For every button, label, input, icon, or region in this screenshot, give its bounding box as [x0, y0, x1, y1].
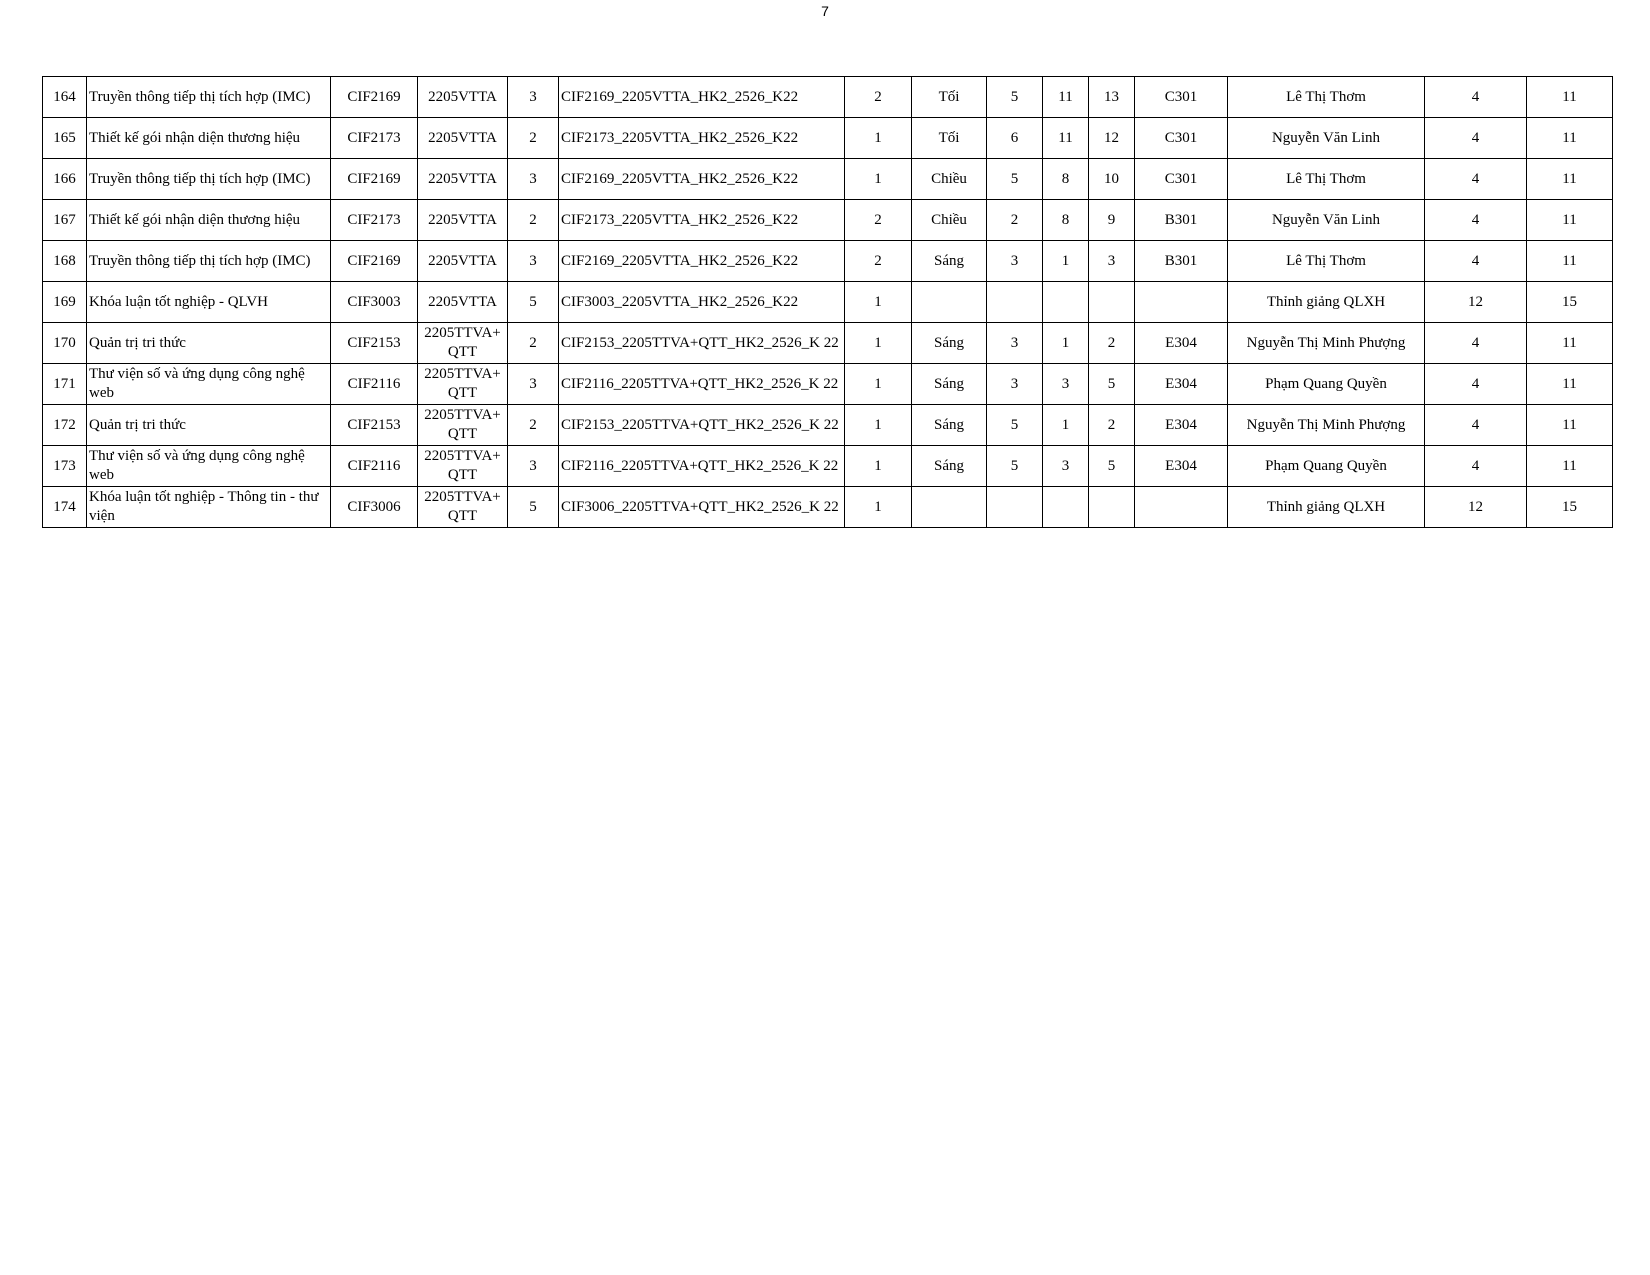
room-cell: E304 [1135, 446, 1228, 487]
class-group-cell: 2205VTTA [418, 200, 508, 241]
group-cell: 2 [845, 77, 912, 118]
table-row [43, 364, 1613, 405]
section-code-cell: CIF2169_2205VTTA_HK2_2526_K22 [559, 159, 845, 200]
class-group-cell: 2205TTVA+ QTT [418, 323, 508, 364]
weekday-cell: 5 [987, 446, 1043, 487]
section-code-cell: CIF2116_2205TTVA+QTT_HK2_2526_K 22 [559, 446, 845, 487]
session-cell: Tối [912, 118, 987, 159]
class-group-cell: 2205TTVA+ QTT [418, 364, 508, 405]
group-cell: 2 [845, 200, 912, 241]
lecturer-cell: Nguyễn Văn Linh [1228, 118, 1425, 159]
lecturer-cell: Nguyễn Thị Minh Phượng [1228, 323, 1425, 364]
table-row [43, 446, 1613, 487]
table-row [43, 241, 1613, 282]
weekday-cell: 5 [987, 405, 1043, 446]
row-number-cell: 166 [43, 159, 87, 200]
course-name-cell: Quản trị tri thức [87, 323, 331, 364]
week-end-cell: 11 [1527, 323, 1613, 364]
group-cell: 1 [845, 446, 912, 487]
group-cell: 1 [845, 282, 912, 323]
class-group-cell: 2205VTTA [418, 159, 508, 200]
session-cell [912, 487, 987, 528]
room-cell: E304 [1135, 364, 1228, 405]
row-number-cell: 172 [43, 405, 87, 446]
course-name-cell: Thư viện số và ứng dụng công nghệ web [87, 364, 331, 405]
course-code-cell: CIF2153 [331, 405, 418, 446]
section-code-cell: CIF3006_2205TTVA+QTT_HK2_2526_K 22 [559, 487, 845, 528]
course-code-cell: CIF2153 [331, 323, 418, 364]
course-name-cell: Truyền thông tiếp thị tích hợp (IMC) [87, 159, 331, 200]
credits-cell: 2 [508, 323, 559, 364]
credits-cell: 5 [508, 282, 559, 323]
row-number-cell: 170 [43, 323, 87, 364]
session-cell: Tối [912, 77, 987, 118]
period-end-cell [1089, 282, 1135, 323]
section-code-cell: CIF2173_2205VTTA_HK2_2526_K22 [559, 118, 845, 159]
section-code-cell: CIF2153_2205TTVA+QTT_HK2_2526_K 22 [559, 405, 845, 446]
week-start-cell: 4 [1425, 159, 1527, 200]
period-end-cell: 5 [1089, 446, 1135, 487]
week-end-cell: 11 [1527, 77, 1613, 118]
period-start-cell: 8 [1043, 159, 1089, 200]
lecturer-cell: Thỉnh giảng QLXH [1228, 487, 1425, 528]
table-row [43, 159, 1613, 200]
room-cell [1135, 282, 1228, 323]
week-start-cell: 4 [1425, 446, 1527, 487]
course-code-cell: CIF2173 [331, 118, 418, 159]
week-start-cell: 4 [1425, 200, 1527, 241]
week-start-cell: 4 [1425, 241, 1527, 282]
lecturer-cell: Lê Thị Thơm [1228, 241, 1425, 282]
class-group-cell: 2205VTTA [418, 282, 508, 323]
class-group-cell: 2205TTVA+ QTT [418, 446, 508, 487]
period-end-cell: 3 [1089, 241, 1135, 282]
lecturer-cell: Phạm Quang Quyền [1228, 446, 1425, 487]
course-code-cell: CIF2169 [331, 241, 418, 282]
course-code-cell: CIF2169 [331, 77, 418, 118]
table-row [43, 200, 1613, 241]
table-row [43, 405, 1613, 446]
course-name-cell: Truyền thông tiếp thị tích hợp (IMC) [87, 77, 331, 118]
group-cell: 1 [845, 118, 912, 159]
period-end-cell: 12 [1089, 118, 1135, 159]
room-cell: E304 [1135, 405, 1228, 446]
lecturer-cell: Lê Thị Thơm [1228, 77, 1425, 118]
course-name-cell: Truyền thông tiếp thị tích hợp (IMC) [87, 241, 331, 282]
week-end-cell: 11 [1527, 118, 1613, 159]
row-number-cell: 171 [43, 364, 87, 405]
period-end-cell: 9 [1089, 200, 1135, 241]
period-start-cell: 11 [1043, 77, 1089, 118]
course-code-cell: CIF2173 [331, 200, 418, 241]
period-end-cell: 13 [1089, 77, 1135, 118]
lecturer-cell: Phạm Quang Quyền [1228, 364, 1425, 405]
row-number-cell: 168 [43, 241, 87, 282]
lecturer-cell: Nguyễn Văn Linh [1228, 200, 1425, 241]
class-group-cell: 2205VTTA [418, 77, 508, 118]
period-start-cell: 11 [1043, 118, 1089, 159]
weekday-cell [987, 487, 1043, 528]
week-end-cell: 11 [1527, 364, 1613, 405]
group-cell: 1 [845, 323, 912, 364]
row-number-cell: 173 [43, 446, 87, 487]
weekday-cell: 2 [987, 200, 1043, 241]
week-end-cell: 11 [1527, 159, 1613, 200]
period-start-cell: 8 [1043, 200, 1089, 241]
group-cell: 2 [845, 241, 912, 282]
course-name-cell: Thiết kế gói nhận diện thương hiệu [87, 118, 331, 159]
week-start-cell: 4 [1425, 323, 1527, 364]
group-cell: 1 [845, 487, 912, 528]
row-number-cell: 174 [43, 487, 87, 528]
group-cell: 1 [845, 405, 912, 446]
weekday-cell: 3 [987, 364, 1043, 405]
period-start-cell [1043, 487, 1089, 528]
week-start-cell: 4 [1425, 118, 1527, 159]
row-number-cell: 165 [43, 118, 87, 159]
course-code-cell: CIF3006 [331, 487, 418, 528]
credits-cell: 5 [508, 487, 559, 528]
session-cell: Sáng [912, 323, 987, 364]
class-group-cell: 2205TTVA+ QTT [418, 487, 508, 528]
credits-cell: 2 [508, 405, 559, 446]
week-start-cell: 4 [1425, 405, 1527, 446]
section-code-cell: CIF2169_2205VTTA_HK2_2526_K22 [559, 241, 845, 282]
weekday-cell: 3 [987, 241, 1043, 282]
course-name-cell: Khóa luận tốt nghiệp - Thông tin - thư viện [87, 487, 331, 528]
room-cell: C301 [1135, 77, 1228, 118]
credits-cell: 2 [508, 200, 559, 241]
period-start-cell: 1 [1043, 323, 1089, 364]
week-end-cell: 15 [1527, 487, 1613, 528]
section-code-cell: CIF3003_2205VTTA_HK2_2526_K22 [559, 282, 845, 323]
period-end-cell [1089, 487, 1135, 528]
course-code-cell: CIF2116 [331, 446, 418, 487]
session-cell: Sáng [912, 241, 987, 282]
credits-cell: 3 [508, 77, 559, 118]
week-start-cell: 4 [1425, 77, 1527, 118]
period-start-cell: 3 [1043, 364, 1089, 405]
session-cell: Sáng [912, 405, 987, 446]
weekday-cell: 5 [987, 77, 1043, 118]
room-cell: C301 [1135, 118, 1228, 159]
schedule-table [42, 76, 1613, 528]
room-cell: E304 [1135, 323, 1228, 364]
section-code-cell: CIF2153_2205TTVA+QTT_HK2_2526_K 22 [559, 323, 845, 364]
period-start-cell: 1 [1043, 241, 1089, 282]
session-cell: Sáng [912, 364, 987, 405]
section-code-cell: CIF2116_2205TTVA+QTT_HK2_2526_K 22 [559, 364, 845, 405]
period-end-cell: 10 [1089, 159, 1135, 200]
lecturer-cell: Thỉnh giảng QLXH [1228, 282, 1425, 323]
class-group-cell: 2205VTTA [418, 241, 508, 282]
credits-cell: 3 [508, 364, 559, 405]
room-cell: B301 [1135, 200, 1228, 241]
credits-cell: 3 [508, 446, 559, 487]
session-cell: Chiều [912, 159, 987, 200]
room-cell [1135, 487, 1228, 528]
course-code-cell: CIF3003 [331, 282, 418, 323]
table-row [43, 323, 1613, 364]
course-code-cell: CIF2169 [331, 159, 418, 200]
period-end-cell: 2 [1089, 323, 1135, 364]
group-cell: 1 [845, 159, 912, 200]
course-name-cell: Thiết kế gói nhận diện thương hiệu [87, 200, 331, 241]
table-row [43, 118, 1613, 159]
row-number-cell: 167 [43, 200, 87, 241]
section-code-cell: CIF2173_2205VTTA_HK2_2526_K22 [559, 200, 845, 241]
session-cell: Chiều [912, 200, 987, 241]
week-start-cell: 4 [1425, 364, 1527, 405]
week-end-cell: 11 [1527, 241, 1613, 282]
period-end-cell: 5 [1089, 364, 1135, 405]
weekday-cell [987, 282, 1043, 323]
class-group-cell: 2205TTVA+ QTT [418, 405, 508, 446]
week-end-cell: 15 [1527, 282, 1613, 323]
credits-cell: 2 [508, 118, 559, 159]
course-code-cell: CIF2116 [331, 364, 418, 405]
group-cell: 1 [845, 364, 912, 405]
course-name-cell: Khóa luận tốt nghiệp - QLVH [87, 282, 331, 323]
credits-cell: 3 [508, 241, 559, 282]
week-start-cell: 12 [1425, 487, 1527, 528]
period-start-cell [1043, 282, 1089, 323]
class-group-cell: 2205VTTA [418, 118, 508, 159]
section-code-cell: CIF2169_2205VTTA_HK2_2526_K22 [559, 77, 845, 118]
lecturer-cell: Nguyễn Thị Minh Phượng [1228, 405, 1425, 446]
period-end-cell: 2 [1089, 405, 1135, 446]
table-row [43, 77, 1613, 118]
schedule-body [43, 77, 1613, 528]
period-start-cell: 1 [1043, 405, 1089, 446]
weekday-cell: 5 [987, 159, 1043, 200]
week-end-cell: 11 [1527, 405, 1613, 446]
room-cell: C301 [1135, 159, 1228, 200]
page-number: 7 [821, 3, 829, 19]
weekday-cell: 6 [987, 118, 1043, 159]
credits-cell: 3 [508, 159, 559, 200]
lecturer-cell: Lê Thị Thơm [1228, 159, 1425, 200]
session-cell: Sáng [912, 446, 987, 487]
week-end-cell: 11 [1527, 446, 1613, 487]
week-end-cell: 11 [1527, 200, 1613, 241]
course-name-cell: Thư viện số và ứng dụng công nghệ web [87, 446, 331, 487]
course-name-cell: Quản trị tri thức [87, 405, 331, 446]
room-cell: B301 [1135, 241, 1228, 282]
row-number-cell: 169 [43, 282, 87, 323]
period-start-cell: 3 [1043, 446, 1089, 487]
table-row [43, 282, 1613, 323]
weekday-cell: 3 [987, 323, 1043, 364]
row-number-cell: 164 [43, 77, 87, 118]
session-cell [912, 282, 987, 323]
table-row [43, 487, 1613, 528]
week-start-cell: 12 [1425, 282, 1527, 323]
